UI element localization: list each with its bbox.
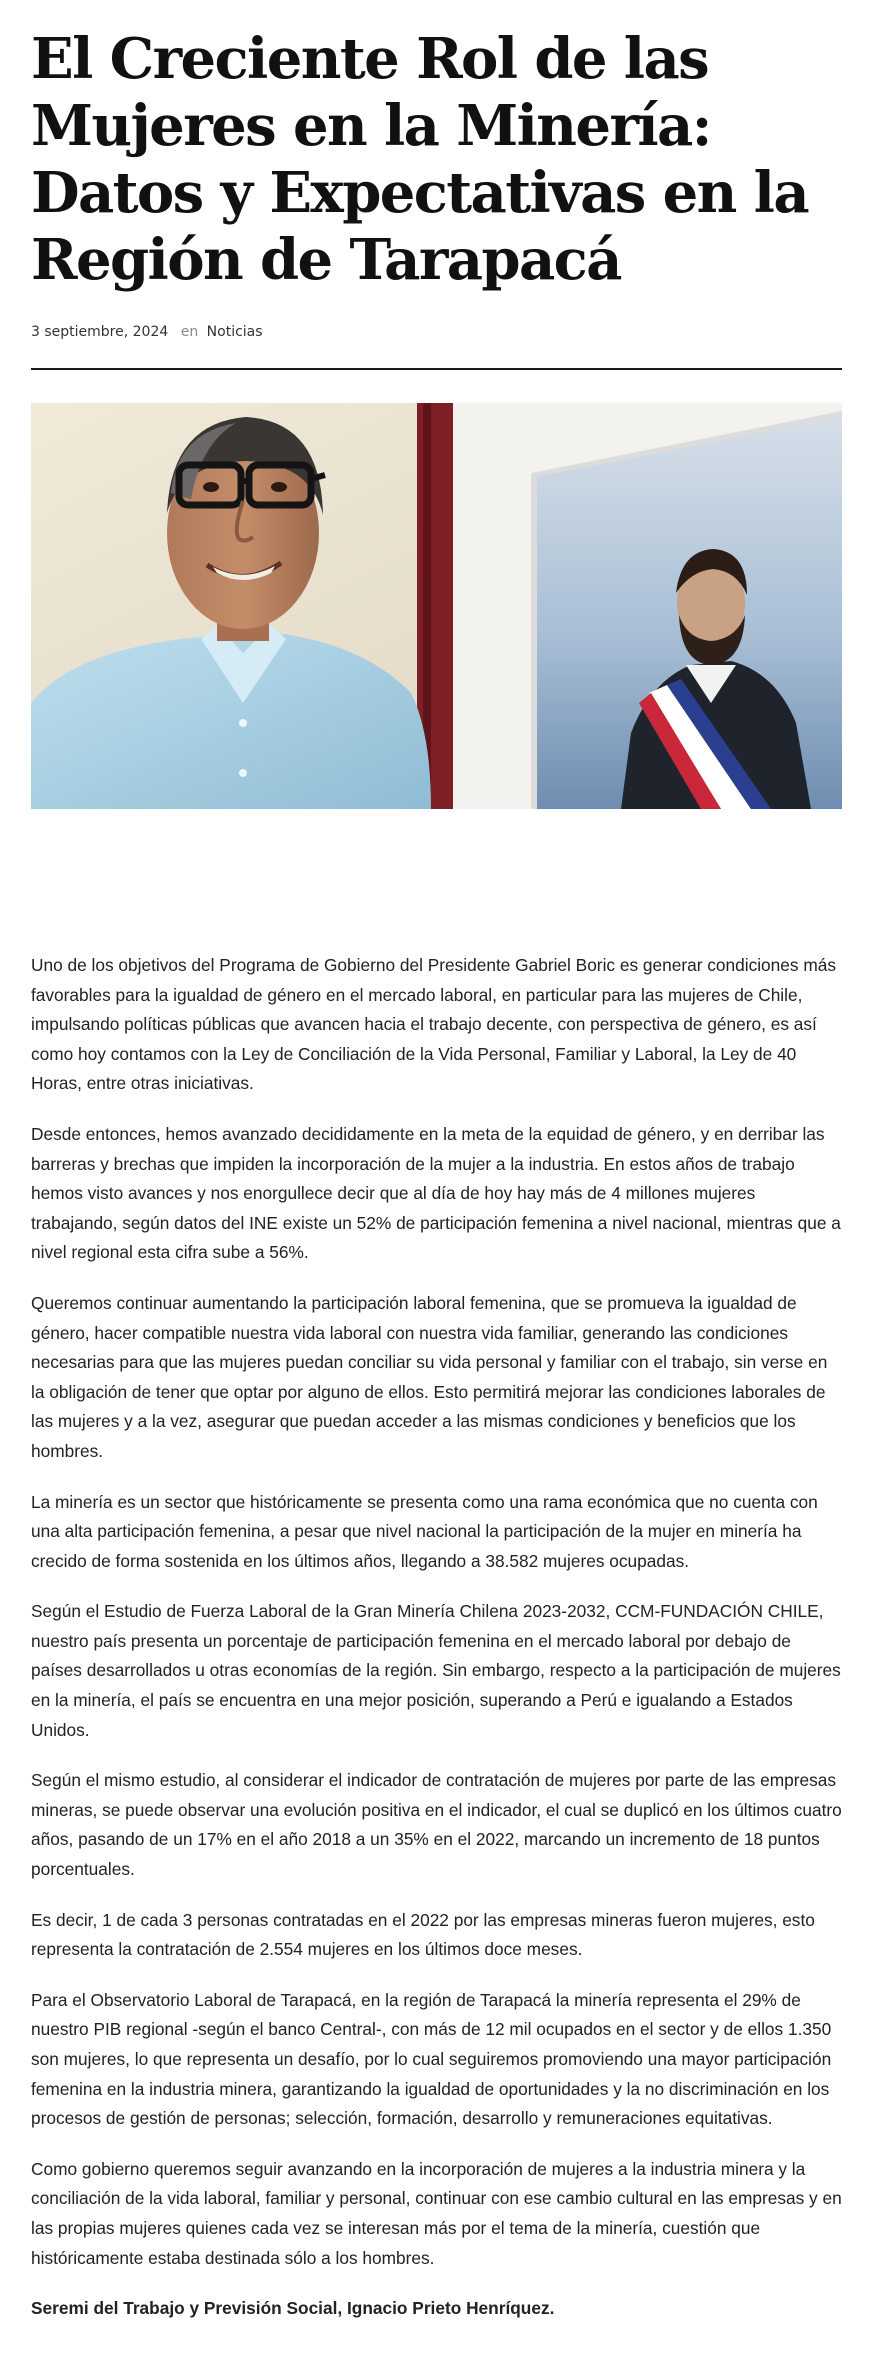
article-body — [31, 951, 842, 2345]
article-paragraph: Desde entonces, hemos avanzado decididamente en la meta de la equidad de género, y en derribar las barreras y brechas que impiden la incorporación de la mujer a la industria. En estos años de trabajo hemos visto avances y nos enorgullece decir que al día de hoy hay más de 4 millones mujeres trabajando, según datos del INE existe un 52% de participación femenina a nivel nacional, mientras que a nivel regional esta cifra sube a 56%. — [31, 1123, 841, 1263]
article-paragraph: Uno de los objetivos del Programa de Gobierno del Presidente Gabriel Boric es generar condiciones más favorables para la igualdad de género en el mercado laboral, en particular para las mujeres de Chile, impulsando políticas públicas que avancen hacia el trabajo decente, con perspectiva de género, es así como hoy contamos con la Ley de Conciliación de la Vida Personal, Familiar y Laboral, la Ley de 40 Horas, entre otras iniciativas. — [31, 955, 836, 1094]
article-paragraph: La minería es un sector que históricamente se presenta como una rama económica que no cuenta con una alta participación femenina, a pesar que nivel nacional la participación de la mujer en minería ha crecido de forma sostenida en los últimos años, llegando a 38.582 mujeres ocupadas. — [31, 1491, 818, 1571]
featured-image — [31, 403, 842, 809]
article-paragraph: Queremos continuar aumentando la participación laboral femenina, que se promueva la igualdad de género, hacer compatible nuestra vida laboral con nuestra vida familiar, generando las condiciones necesarias para que las mujeres puedan conciliar su vida personal y familiar con el trabajo, sin verse en la obligación de tener que optar por alguno de ellos. Esto permitirá mejorar las condiciones laborales de las mujeres y a la vez, asegurar que puedan acceder a las mismas condiciones y beneficios que los hombres. — [31, 1292, 828, 1461]
category-link[interactable]: Noticias — [206, 324, 263, 340]
article-paragraph: Según el Estudio de Fuerza Laboral de la Gran Minería Chilena 2023-2032, CCM-FUNDACIÓN CHILE, nuestro país presenta un porcentaje de participación femenina en el mercado laboral por debajo de países desarrollados u otras economías de la región. Sin embargo, respecto a la participación de mujeres en la minería, el país se encuentra en una mejor posición, superando a Perú e igualando a Estados Unidos. — [31, 1601, 841, 1740]
article-paragraph: Según el mismo estudio, al considerar el indicador de contratación de mujeres por parte de las empresas mineras, se puede observar una evolución positiva en el indicador, el cual se duplicó en los últimos cuatro años, pasando de un 17% en el año 2018 a un 35% en el 2022, marcando un incremento de 18 puntos porcentuales. — [31, 1770, 842, 1880]
post-date[interactable]: 3 septiembre, 2024 — [31, 324, 169, 340]
category-prefix: en — [180, 324, 199, 340]
article-paragraph: Para el Observatorio Laboral de Tarapacá, en la región de Tarapacá la minería representa el 29% de nuestro PIB regional -según el banco Central-, con más de 12 mil ocupados en el sector y de ellos 1.350 son mujeres, lo que representa un desafío, por lo cual seguiremos promoviendo una mayor participación femenina en la industria minera, garantizando la igualdad de oportunidades y la no discriminación en los procesos de gestión de personas; selección, formación, desarrollo y remuneraciones equitativas. — [31, 1989, 832, 2129]
featured-image-illustration — [31, 403, 842, 809]
author-signature: Seremi del Trabajo y Previsión Social, Ignacio Prieto Henríquez. — [31, 2298, 555, 2319]
article-paragraph: Como gobierno queremos seguir avanzando en la incorporación de mujeres a la industria minera y la conciliación de la vida laboral, familiar y personal, continuar con ese cambio cultural en las empresas y en las propias mujeres quienes cada vez se interesan más por el tema de la minería, cuestión que históricamente estaba destinada sólo a los hombres. — [31, 2158, 842, 2268]
article-title: El Creciente Rol de las Mujeres en la Minería: Datos y Expectativas en la Región de Tarapacá — [31, 26, 809, 293]
article-page — [31, 0, 842, 2319]
title-divider — [31, 368, 842, 370]
post-meta — [31, 322, 842, 342]
article-paragraph: Es decir, 1 de cada 3 personas contratadas en el 2022 por las empresas mineras fueron mujeres, esto representa la contratación de 2.554 mujeres en los últimos doce meses. — [31, 1909, 815, 1960]
